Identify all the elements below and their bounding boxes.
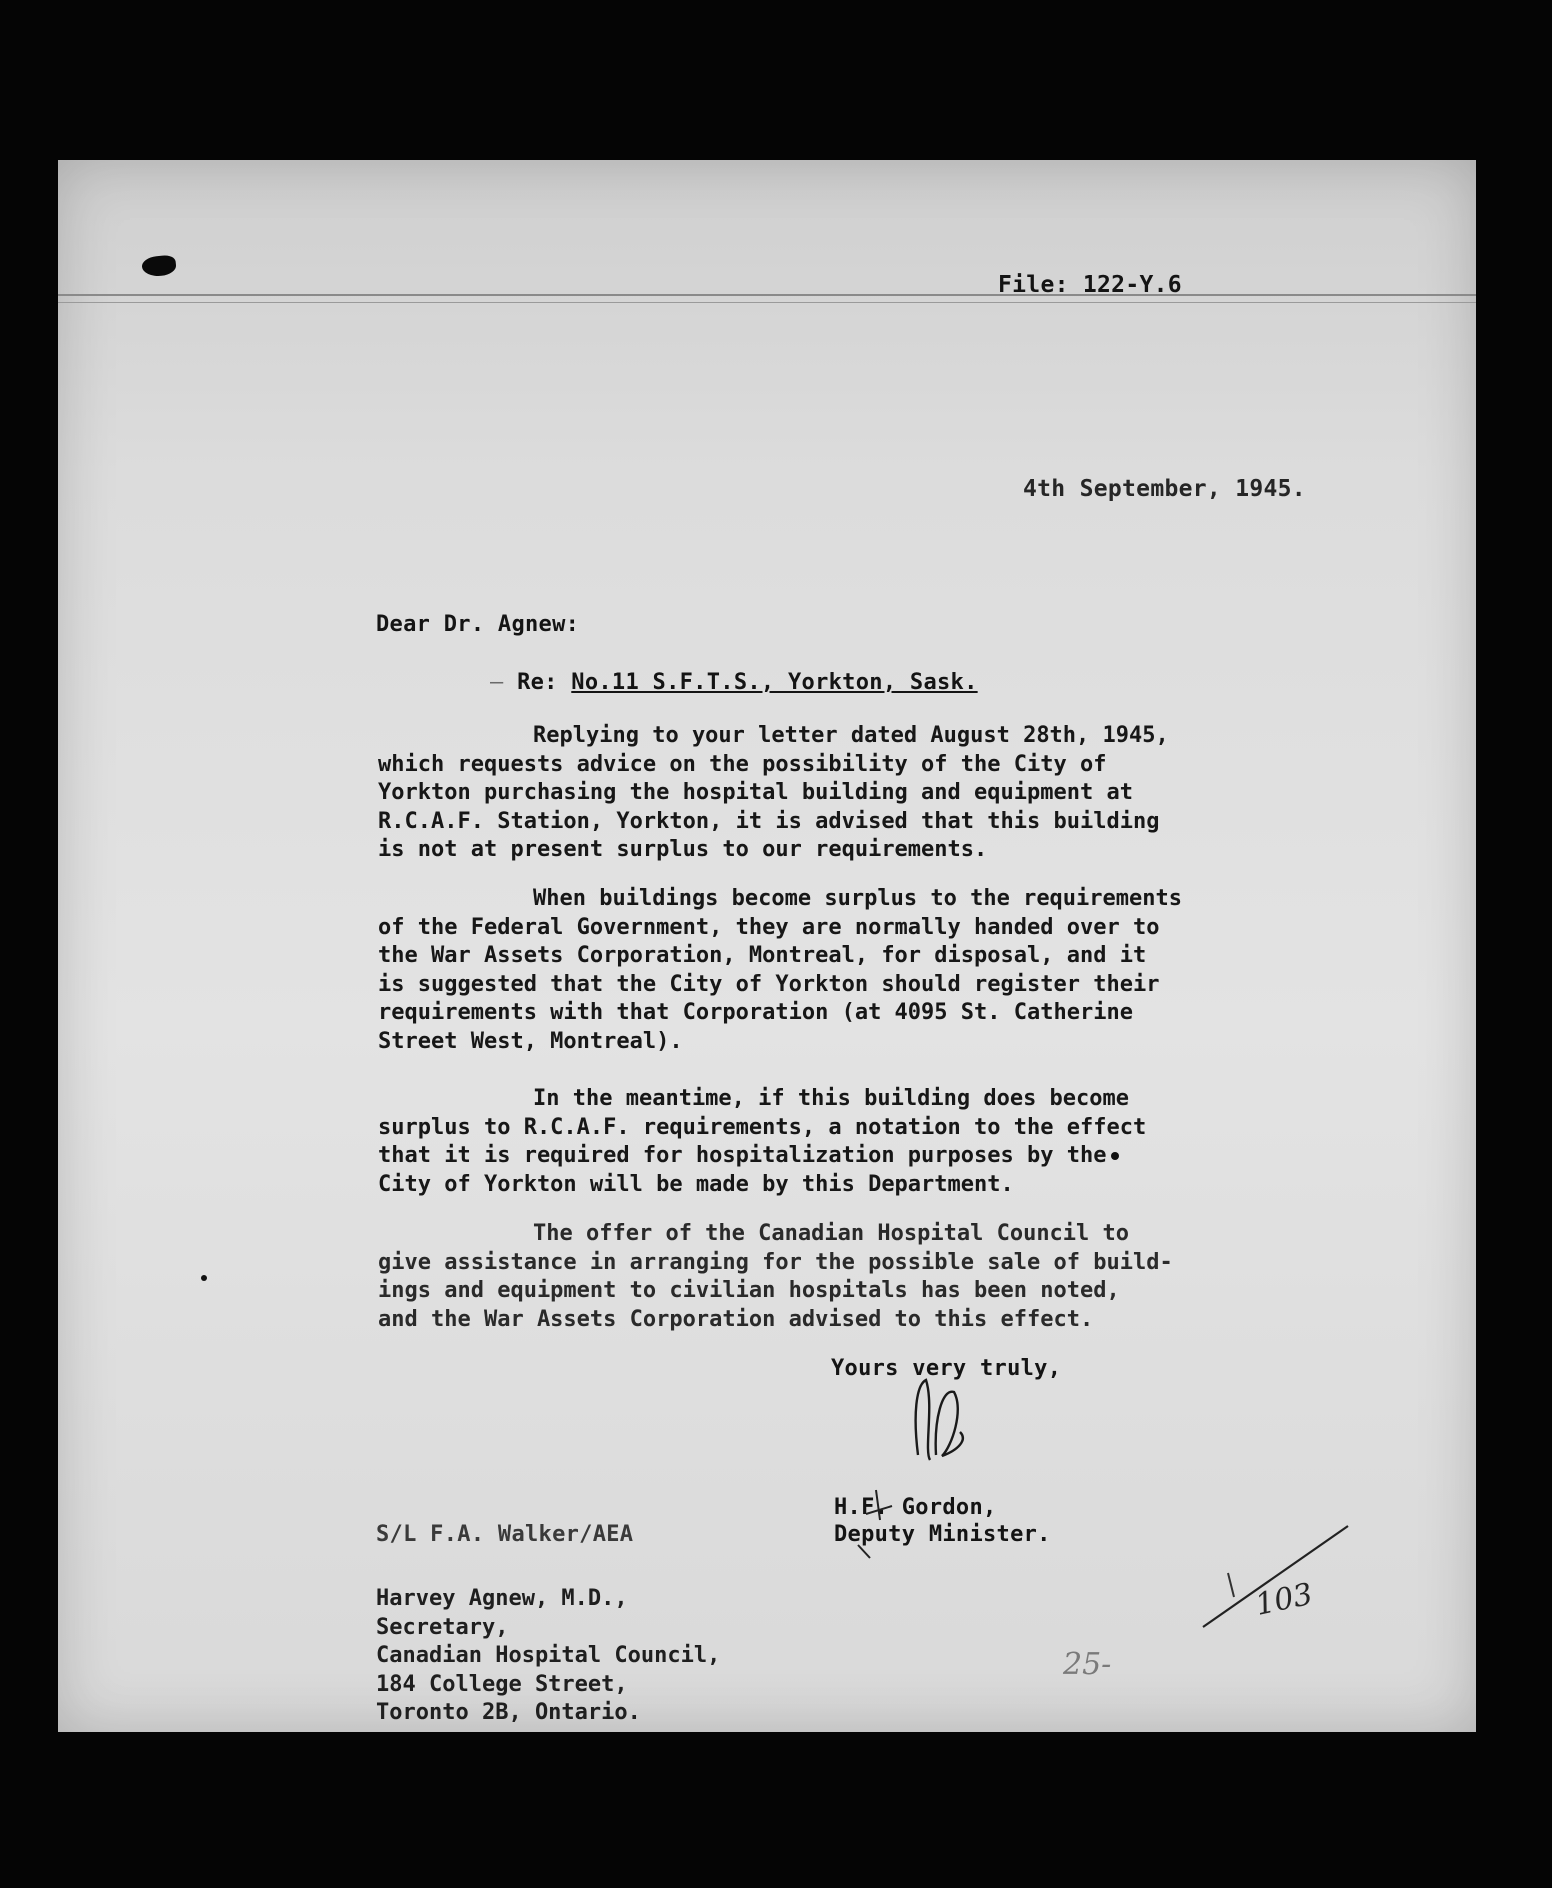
address-line: Toronto 2B, Ontario. xyxy=(376,1700,641,1725)
paragraph-line: surplus to R.C.A.F. requirements, a notation to the effect xyxy=(378,1114,1147,1140)
paragraph-line: the War Assets Corporation, Montreal, for disposal, and it xyxy=(378,943,1147,968)
address-line: Harvey Agnew, M.D., xyxy=(376,1586,628,1611)
letter-sheet xyxy=(58,160,1476,1732)
handwritten-tick xyxy=(1228,1573,1234,1597)
paragraph-line: that it is required for hospitalization purposes by the xyxy=(378,1143,1107,1168)
ink-speck xyxy=(201,1275,207,1281)
handwriting-layer xyxy=(58,160,1476,1732)
address-line: Secretary, xyxy=(376,1614,509,1640)
paragraph-line: ings and equipment to civilian hospitals has been noted, xyxy=(378,1278,1120,1303)
paragraph-line: In the meantime, if this building does become xyxy=(533,1086,1130,1111)
reference-initials: S/L F.A. Walker/AEA xyxy=(376,1522,634,1547)
paragraph-line: When buildings become surplus to the requirements xyxy=(533,886,1183,911)
ink-speck xyxy=(1111,1152,1119,1160)
paragraph-line: Replying to your letter dated August 28th, 1945, xyxy=(533,723,1169,748)
address-line: 184 College Street, xyxy=(376,1671,628,1697)
paragraph-line: R.C.A.F. Station, Yorkton, it is advised that this building xyxy=(378,808,1160,834)
file-reference: File: 122-Y.6 xyxy=(998,272,1182,298)
handwritten-number: 103 xyxy=(1252,1576,1316,1623)
paragraph-line: The offer of the Canadian Hospital Council to xyxy=(533,1221,1130,1246)
signature-initials xyxy=(916,1380,963,1460)
paragraph-line: and the War Assets Corporation advised to this effect. xyxy=(378,1306,1094,1332)
paragraph-line: which requests advice on the possibility of the City of xyxy=(378,751,1107,777)
handwritten-note: 25- xyxy=(1063,1647,1112,1682)
paragraph-line: Yorkton purchasing the hospital building and equipment at xyxy=(378,780,1133,805)
paragraph-line: of the Federal Government, they are normally handed over to xyxy=(378,914,1160,940)
letter-date: 4th September, 1945. xyxy=(1023,476,1306,502)
subject-text: No.11 S.F.T.S., Yorkton, Sask. xyxy=(571,670,978,695)
paragraph-line: is not at present surplus to our requirements. xyxy=(378,837,988,862)
signatory-name: H.F. Gordon, xyxy=(834,1495,997,1520)
subject-dash: — xyxy=(490,670,504,695)
paragraph-line: Street West, Montreal). xyxy=(378,1028,683,1054)
paragraph-line: City of Yorkton will be made by this Department. xyxy=(378,1171,1014,1197)
closing: Yours very truly, xyxy=(831,1356,1062,1381)
subject-label: Re: xyxy=(517,670,558,695)
signatory-title: Deputy Minister. xyxy=(834,1522,1051,1547)
salutation: Dear Dr. Agnew: xyxy=(376,612,580,637)
address-line: Canadian Hospital Council, xyxy=(376,1643,721,1668)
paragraph-line: requirements with that Corporation (at 4095 St. Catherine xyxy=(378,1000,1133,1025)
signature-bracket xyxy=(858,1490,892,1558)
paragraph-line: give assistance in arranging for the possible sale of build- xyxy=(378,1249,1173,1275)
paragraph-line: is suggested that the City of Yorkton should register their xyxy=(378,971,1160,997)
